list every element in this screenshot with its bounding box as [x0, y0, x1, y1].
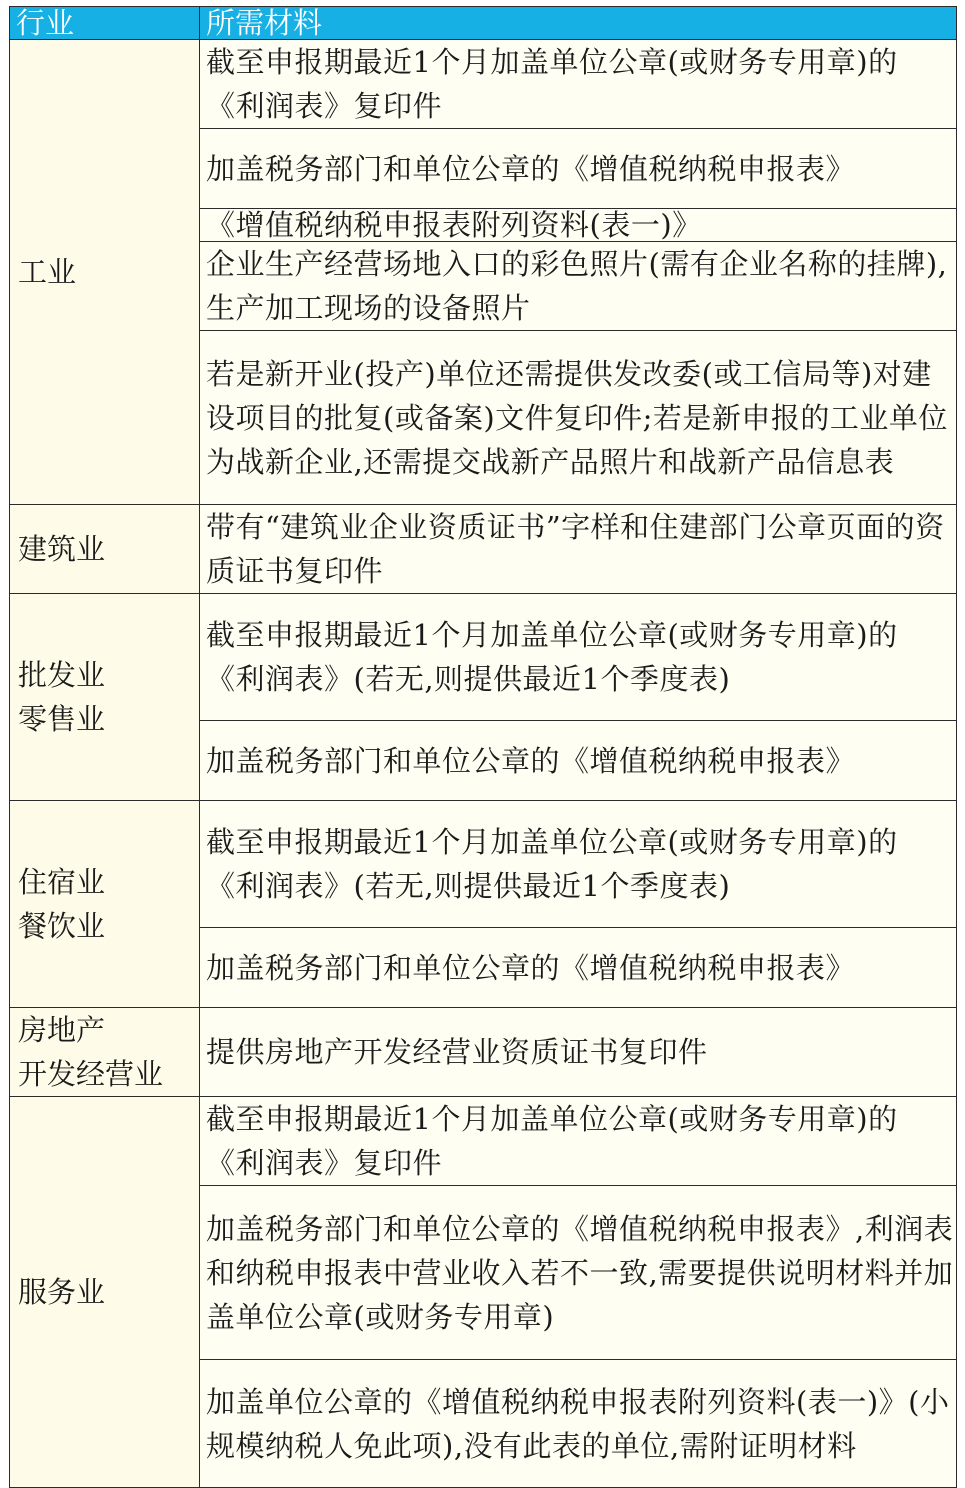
- table-row: [10, 505, 957, 594]
- industry-cell: [10, 40, 200, 505]
- industry-materials-table: [9, 6, 957, 1488]
- material-cell: [200, 928, 957, 1008]
- table-row: [10, 1097, 957, 1186]
- material-cell: [200, 242, 957, 331]
- material-text: 《增值税纳税申报表附列资料(表一)》: [206, 208, 702, 242]
- material-cell: [200, 209, 957, 242]
- material-cell: [200, 594, 957, 721]
- header-industry: 行业: [10, 7, 200, 40]
- industry-cell: [10, 1097, 200, 1488]
- material-text: 加盖税务部门和单位公章的《增值税纳税申报表》: [206, 950, 856, 985]
- header-row: [10, 7, 957, 40]
- table-row: [10, 40, 957, 129]
- material-cell: [200, 129, 957, 209]
- material-text: 截至申报期最近1个月加盖单位公章(或财务专用章)的《利润表》复印件: [206, 45, 898, 123]
- material-cell: [200, 505, 957, 594]
- header-materials: 所需材料: [200, 7, 957, 40]
- material-cell: [200, 1186, 957, 1360]
- industry-label: 房地产 开发经营业: [18, 1013, 164, 1091]
- industry-label: 建筑业: [18, 532, 106, 566]
- material-cell: [200, 1097, 957, 1186]
- material-text: 若是新开业(投产)单位还需提供发改委(或工信局等)对建设项目的批复(或备案)文件复印件;若是新申报的工业单位为战新企业,还需提交战新产品照片和战新产品信息表: [206, 356, 948, 479]
- material-text: 加盖税务部门和单位公章的《增值税纳税申报表》: [206, 743, 856, 778]
- table-row: [10, 1008, 957, 1097]
- material-text: 截至申报期最近1个月加盖单位公章(或财务专用章)的《利润表》复印件: [206, 1102, 898, 1180]
- material-cell: [200, 721, 957, 801]
- material-cell: [200, 1008, 957, 1097]
- material-text: 提供房地产开发经营业资质证书复印件: [206, 1035, 708, 1069]
- material-cell: [200, 1360, 957, 1488]
- table-row: [10, 801, 957, 928]
- material-text: 加盖单位公章的《增值税纳税申报表附列资料(表一)》(小规模纳税人免此项),没有此表的单位,需附证明材料: [206, 1384, 950, 1463]
- industry-cell: [10, 594, 200, 801]
- material-text: 带有“建筑业企业资质证书”字样和住建部门公章页面的资质证书复印件: [206, 510, 945, 588]
- material-cell: [200, 801, 957, 928]
- industry-label: 服务业: [18, 1275, 106, 1309]
- table-row: [10, 594, 957, 721]
- industry-cell: [10, 1008, 200, 1097]
- material-text: 截至申报期最近1个月加盖单位公章(或财务专用章)的《利润表》(若无,则提供最近1个季度表): [206, 825, 898, 903]
- material-cell: [200, 40, 957, 129]
- material-cell: [200, 331, 957, 505]
- industry-cell: [10, 801, 200, 1008]
- material-text: 加盖税务部门和单位公章的《增值税纳税申报表》,利润表和纳税申报表中营业收入若不一致,需要提供说明材料并加盖单位公章(或财务专用章): [206, 1211, 954, 1334]
- industry-label: 工业: [18, 255, 77, 289]
- industry-label: 住宿业 餐饮业: [18, 865, 106, 943]
- material-text: 企业生产经营场地入口的彩色照片(需有企业名称的挂牌),生产加工现场的设备照片: [206, 247, 948, 325]
- industry-cell: [10, 505, 200, 594]
- material-text: 加盖税务部门和单位公章的《增值税纳税申报表》: [206, 151, 856, 186]
- material-text: 截至申报期最近1个月加盖单位公章(或财务专用章)的《利润表》(若无,则提供最近1个季度表): [206, 618, 898, 696]
- industry-label: 批发业 零售业: [18, 658, 106, 736]
